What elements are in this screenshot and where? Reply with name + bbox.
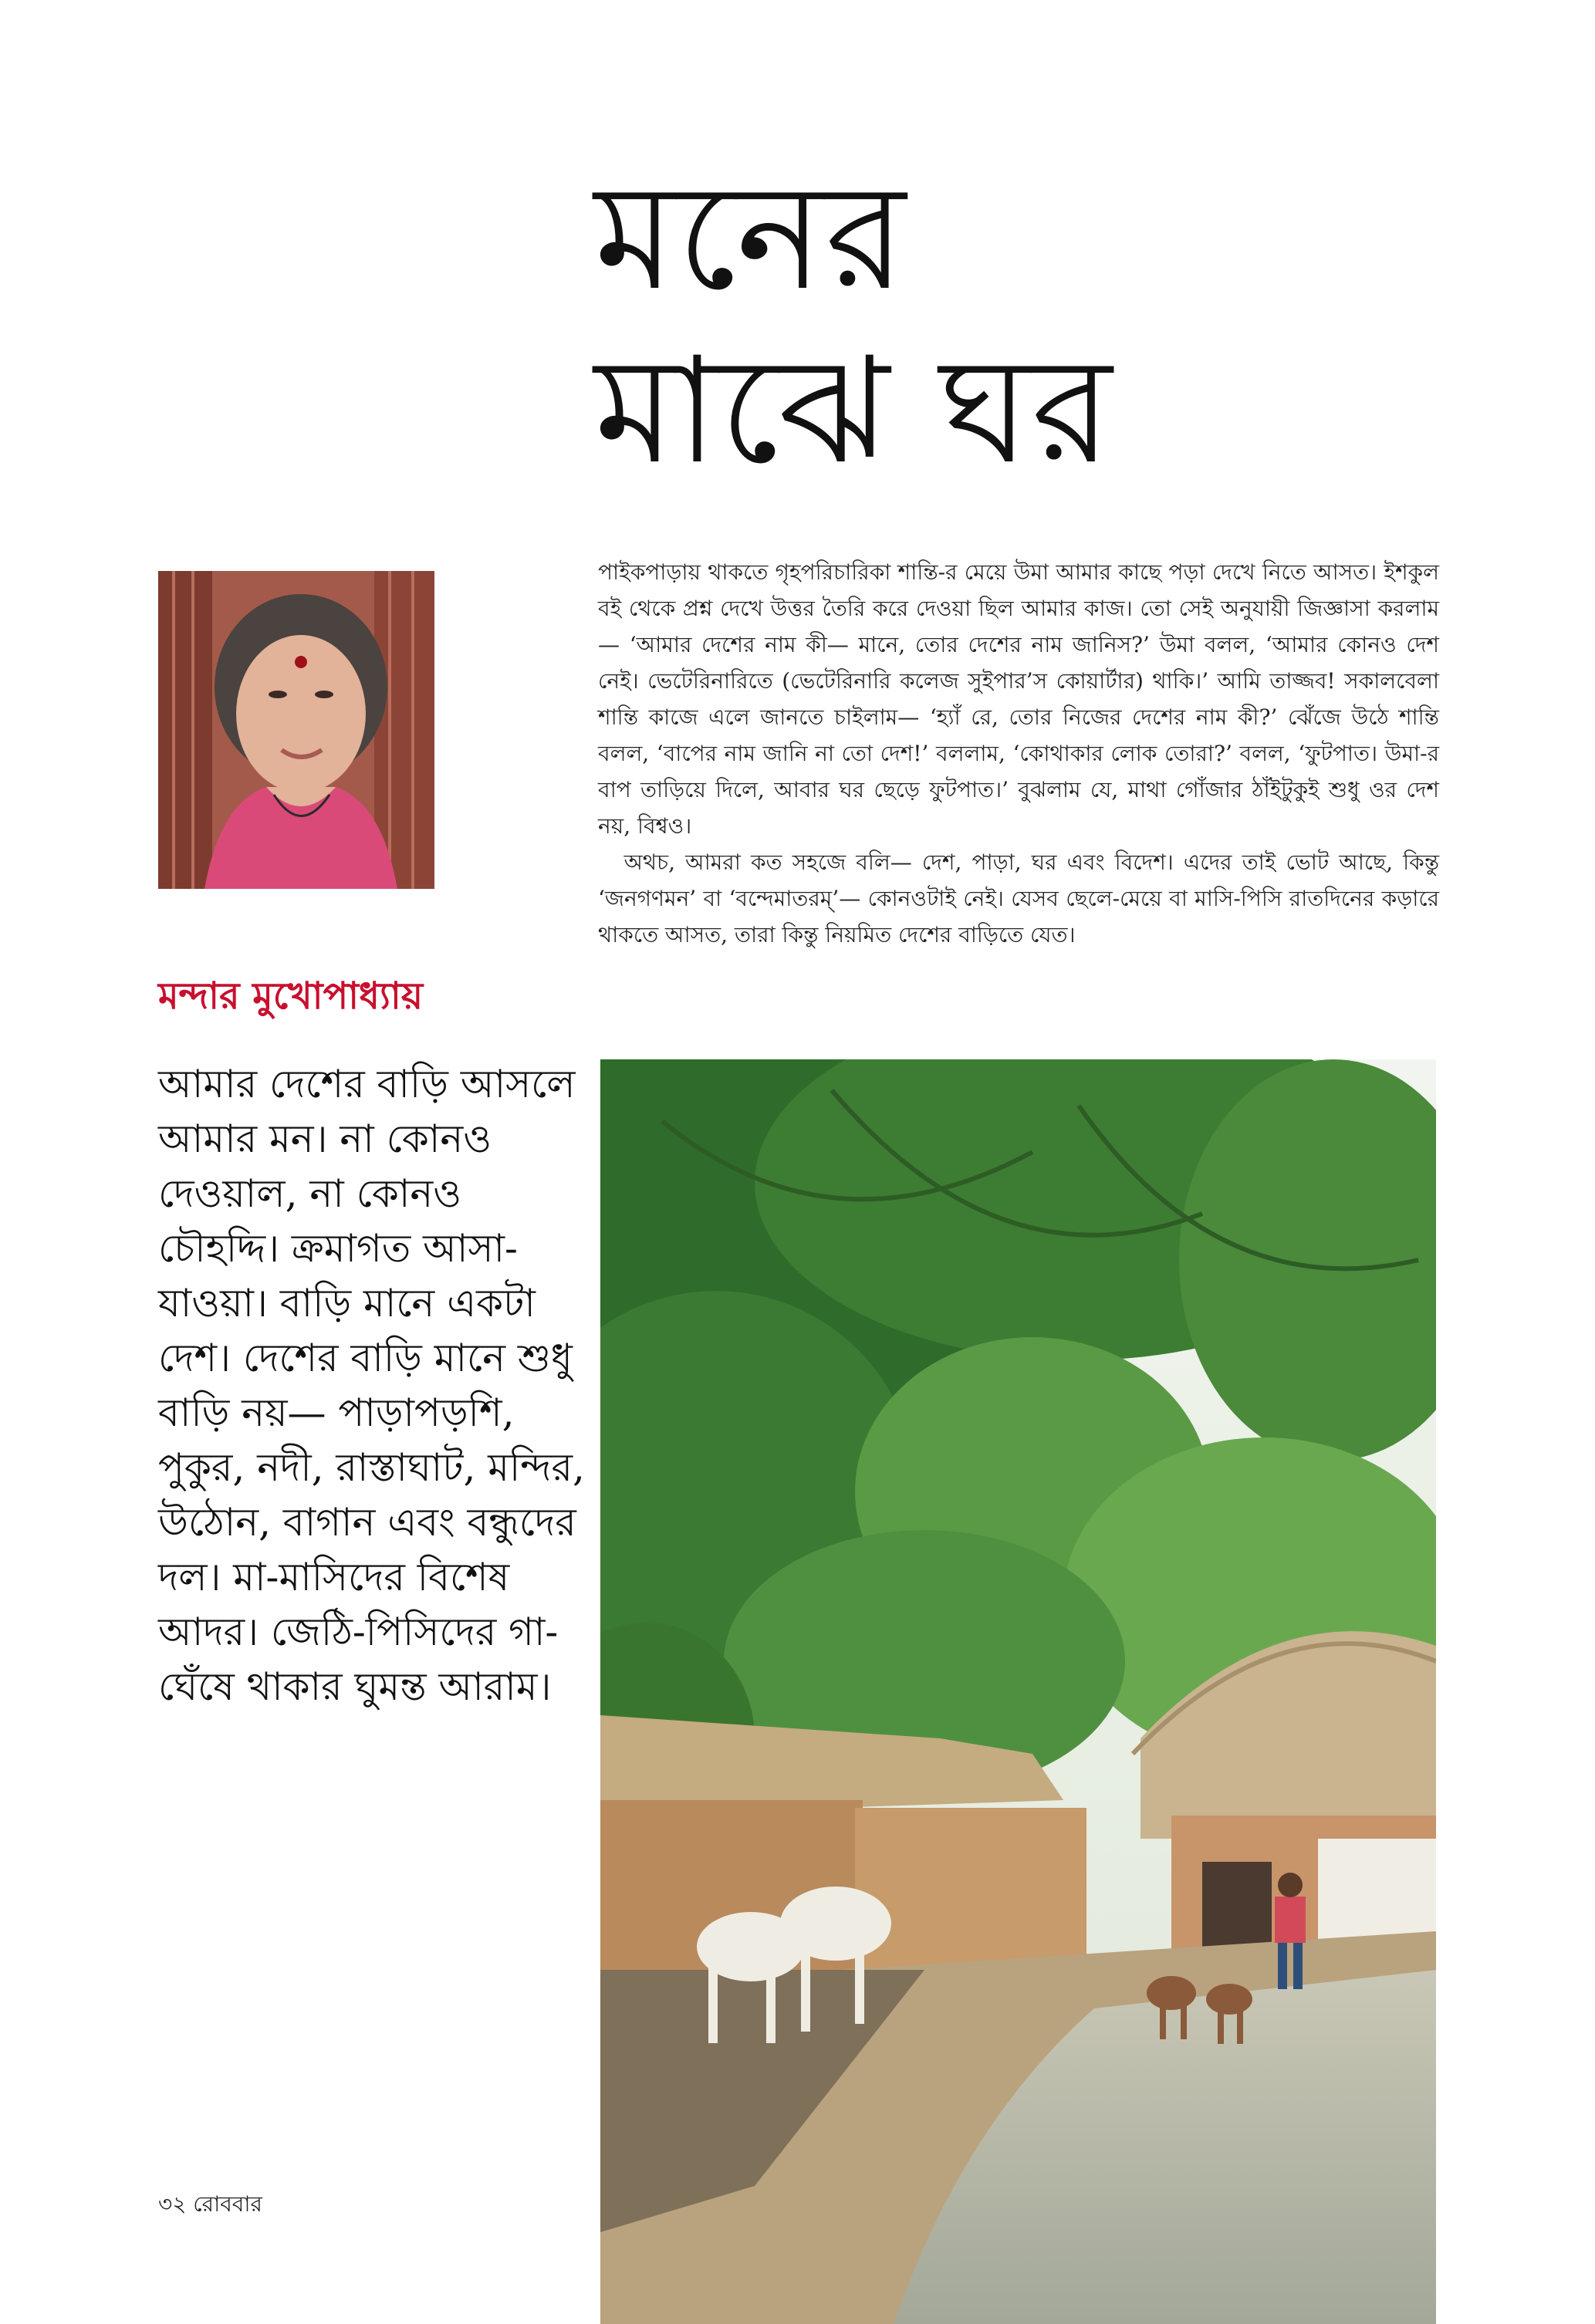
intro-text: আমার দেশের বাড়ি আসলে আমার মন। না কোনও দেওয়াল, না কোনও চৌহদ্দি। ক্রমাগত আসা-যাওয়া। বাড়ি মানে একটা দেশ। দেশের বাড়ি মানে শুধু বাড়ি নয়— পাড়াপড়শি, পুকুর, নদী, রাস্তাঘাট, মন্দির, উঠোন, বাগান এবং বন্ধুদের দল। মা-মাসিদের বিশেষ আদর। জেঠি-পিসিদের গা-ঘেঁষে থাকার ঘুমন্ত আরাম।: [158, 1062, 585, 1709]
author-photo: [158, 571, 434, 889]
body-paragraph-2: অথচ, আমরা কত সহজে বলি— দেশ, পাড়া, ঘর এবং বিদেশ। এদের তাই ভোট আছে, কিন্তু ‘জনগণমন’ বা ‘বন্দেমাতরম্’— কোনওটাই নেই। যেসব ছেলে-মেয়ে বা মাসি-পিসি রাতদিনের কড়ারে থাকতে আসত, তারা কিন্তু নিয়মিত দেশের বাড়িতে যেত।: [598, 850, 1439, 948]
village-photo: [600, 1059, 1436, 2324]
article-title-line-1: মনের: [594, 152, 907, 323]
page-footer: ৩২ রোববার: [158, 2191, 262, 2217]
body-paragraph-1: পাইকপাড়ায় থাকতে গৃহপরিচারিকা শান্তি-র মেয়ে উমা আমার কাছে পড়া দেখে নিতে আসত। ইশকুল বই থেকে প্রশ্ন দেখে উত্তর তৈরি করে দেওয়া ছিল আমার কাজ। তো সেই অনুযায়ী জিজ্ঞাসা করলাম— ‘আমার দেশের নাম কী— মানে, তোর দেশের নাম জানিস?’ উমা বলল, ‘আমার কোনও দেশ নেই। ভেটেরিনারিতে (ভেটেরিনারি কলেজ সুইপার’স কোয়ার্টার) থাকি।’ আমি তাজ্জব! সকালবেলা শান্তি কাজে এলে জানতে চাইলাম— ‘হ্যাঁ রে, তোর নিজের দেশের নাম কী?’ ঝেঁজে উঠে শান্তি বলল, ‘বাপের নাম জানি না তো দেশ!’ বললাম, ‘কোথাকার লোক তোরা?’ বলল, ‘ফুটপাত। উমা-র বাপ তাড়িয়ে দিলে, আবার ঘর ছেড়ে ফুটপাত।’ বুঝলাম যে, মাথা গোঁজার ঠাঁইটুকুই শুধু ওর দেশ নয়, বিশ্বও।: [598, 559, 1439, 839]
article-title-line-2: মাঝে ঘর: [594, 326, 1114, 496]
body-text: [598, 554, 1439, 953]
author-name: মন্দার মুখোপাধ্যায়: [158, 975, 424, 1018]
article-title: [594, 150, 1366, 498]
